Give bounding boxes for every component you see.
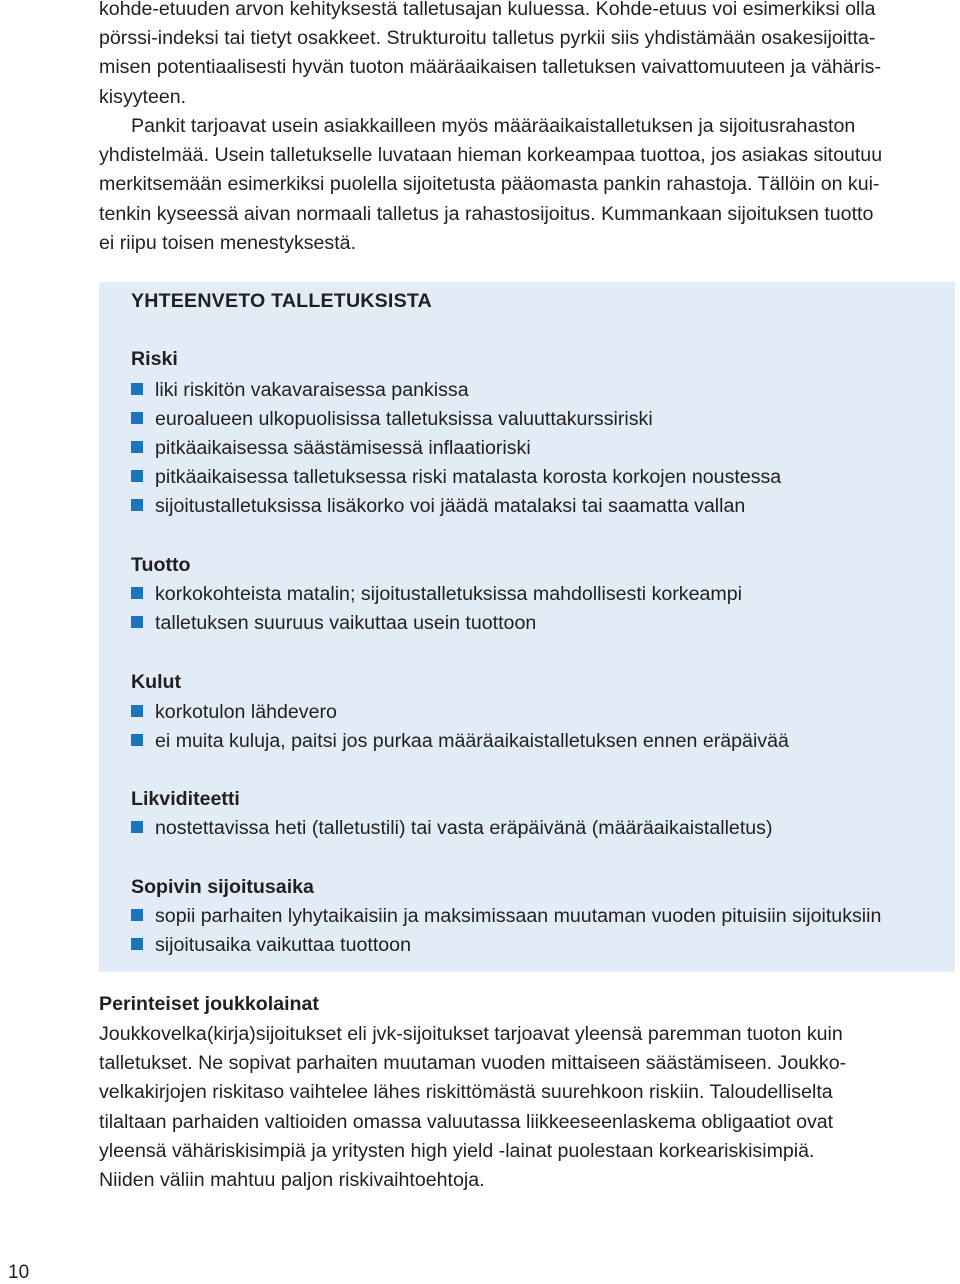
section-heading-sijoitusaika: Sopivin sijoitusaika — [131, 876, 314, 898]
list-item — [131, 494, 745, 518]
body-paragraph — [99, 112, 944, 258]
intro-line: pörssi-indeksi tai tietyt osakkeet. Strukturoitu talletus pyrkii siis yhdistämään osakesijoitta- — [99, 27, 876, 50]
list-item — [131, 611, 536, 635]
bonds-line: yleensä vähäriskisimpiä ja yritysten high yield -lainat puolestaan korkeariskisimpiä. — [99, 1139, 815, 1162]
list-item — [131, 816, 773, 840]
bullet-square-icon — [131, 441, 143, 453]
intro-line: misen potentiaalisesti hyvän tuoton määräaikaisen talletuksen vaivattomuuteen ja vähäris- — [99, 56, 882, 79]
list-item-text: sijoitusaika vaikuttaa tuottoon — [155, 934, 411, 956]
section-heading-kulut: Kulut — [131, 671, 182, 693]
bonds-line: tilaltaan parhaiden valtioiden omassa valuutassa liikkeeseenlaskema obligaatiot ovat — [99, 1110, 834, 1133]
bonds-line: velkakirjojen riskitaso vaihtelee lähes riskittömästä suurehkoon riskiin. Taloudelliselta — [99, 1081, 833, 1104]
bullet-square-icon — [131, 383, 143, 395]
body-line: Pankit tarjoavat usein asiakkailleen myös määräaikaistalletuksen ja sijoitusrahaston — [131, 115, 856, 137]
intro-line: kisyyteen. — [99, 85, 187, 108]
list-item-text: korkotulon lähdevero — [155, 701, 337, 723]
bonds-heading: Perinteiset joukkolainat — [99, 993, 319, 1015]
bullet-square-icon — [131, 499, 143, 511]
list-item-text: pitkäaikaisessa säästämisessä inflaatioriski — [155, 437, 531, 459]
bullet-square-icon — [131, 938, 143, 950]
list-item-text: sijoitustalletuksissa lisäkorko voi jäädä matalaksi tai saamatta vallan — [155, 495, 746, 517]
bullet-square-icon — [131, 821, 143, 833]
bullet-square-icon — [131, 587, 143, 599]
list-item — [131, 700, 337, 724]
bonds-line: talletukset. Ne sopivat parhaiten muutaman vuoden mittaiseen säästämiseen. Joukko- — [99, 1052, 847, 1075]
list-item — [131, 436, 531, 460]
list-item-text: talletuksen suuruus vaikuttaa usein tuottoon — [155, 612, 537, 634]
bonds-line: Joukkovelka(kirja)sijoitukset eli jvk-sijoitukset tarjoavat yleensä paremman tuoton kuin — [99, 1023, 843, 1045]
list-item — [131, 407, 653, 431]
bullet-square-icon — [131, 470, 143, 482]
bullet-square-icon — [131, 412, 143, 424]
list-item-text: euroalueen ulkopuolisissa talletuksissa valuuttakurssiriski — [155, 408, 653, 430]
section-heading-likviditeetti: Likviditeetti — [131, 788, 240, 810]
section-heading-tuotto: Tuotto — [131, 554, 191, 576]
body-line: ei riipu toisen menestyksestä. — [99, 231, 357, 254]
bonds-line: Niiden väliin mahtuu paljon riskivaihtoehtoja. — [99, 1169, 485, 1192]
summary-title: YHTEENVETO TALLETUKSISTA — [131, 290, 432, 312]
list-item — [131, 378, 469, 402]
bullet-square-icon — [131, 705, 143, 717]
list-item-text: pitkäaikaisessa talletuksessa riski matalasta korosta korkojen noustessa — [155, 466, 782, 488]
intro-line: kohde-etuuden arvon kehityksestä talletusajan kuluessa. Kohde-etuus voi esimerkiksi olla — [99, 0, 876, 20]
list-item — [131, 582, 742, 606]
bonds-paragraph — [99, 1020, 944, 1195]
list-item — [131, 933, 411, 957]
list-item-text: ei muita kuluja, paitsi jos purkaa määräaikaistalletuksen ennen eräpäivää — [155, 730, 789, 752]
bullet-square-icon — [131, 909, 143, 921]
list-item-text: korkokohteista matalin; sijoitustalletuksissa mahdollisesti korkeampi — [155, 583, 742, 605]
body-line: merkitsemään esimerkiksi puolella sijoitetusta pääomasta pankin rahastoja. Tällöin on kui- — [99, 173, 880, 196]
list-item-text: nostettavissa heti (talletustili) tai vasta eräpäivänä (määräaikaistalletus) — [155, 817, 773, 839]
intro-paragraph — [99, 0, 944, 112]
list-item — [131, 904, 881, 928]
list-item — [131, 729, 789, 753]
body-line: tenkin kyseessä aivan normaali talletus ja rahastosijoitus. Kummankaan sijoituksen tuotto — [99, 202, 874, 225]
list-item-text: sopii parhaiten lyhytaikaisiin ja maksimissaan muutaman vuoden pituisiin sijoituksiin — [155, 905, 882, 927]
section-heading-riski: Riski — [131, 348, 178, 370]
page-number: 10 — [8, 1262, 30, 1283]
bullet-square-icon — [131, 734, 143, 746]
list-item — [131, 465, 781, 489]
body-line: yhdistelmää. Usein talletukselle luvataan hieman korkeampaa tuottoa, jos asiakas sitoutuu — [99, 144, 883, 167]
list-item-text: liki riskitön vakavaraisessa pankissa — [155, 379, 469, 401]
bullet-square-icon — [131, 616, 143, 628]
